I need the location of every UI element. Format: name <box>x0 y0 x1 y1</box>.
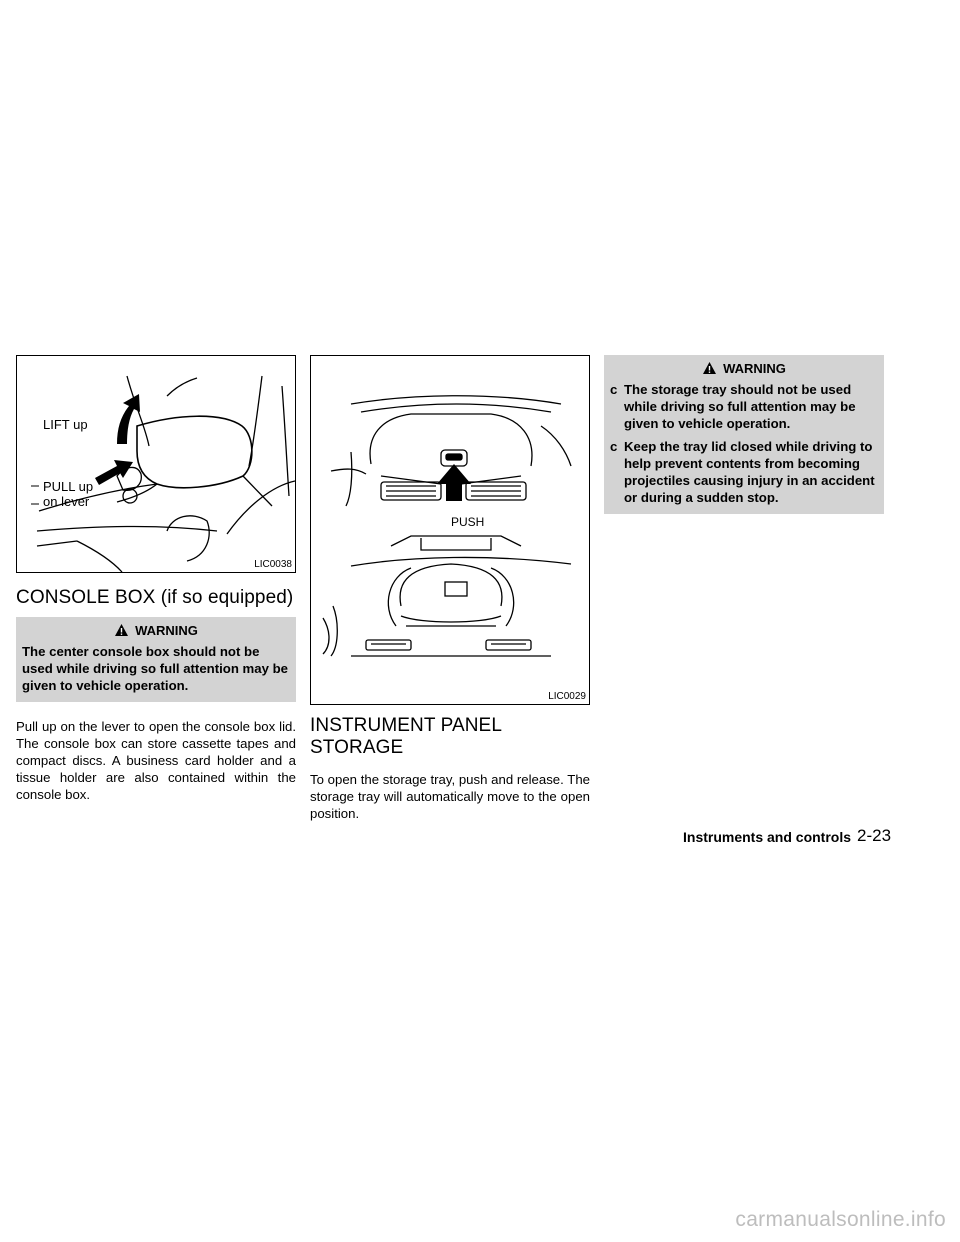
warning-header <box>610 359 878 377</box>
bullet-text: Keep the tray lid closed while driving to help prevent contents from becoming projectiles causing injury in an accident or during a sudden stop. <box>624 439 875 505</box>
warning-title: WARNING <box>135 622 198 638</box>
warning-triangle-icon <box>114 623 129 637</box>
warning-triangle-icon <box>702 361 717 375</box>
lift-up-label: LIFT up <box>43 417 88 432</box>
left-column <box>16 355 296 803</box>
warning-title: WARNING <box>723 360 786 376</box>
pull-up-label: PULL up <box>43 479 94 494</box>
bullet-marker: c <box>610 382 618 397</box>
console-warning-box <box>16 617 296 702</box>
on-lever-label: on lever <box>43 494 90 509</box>
instrument-panel-heading: INSTRUMENT PANEL STORAGE <box>310 715 502 758</box>
warning-text: The center console box should not be used while driving so full attention may be given to vehicle operation. <box>22 644 288 693</box>
push-label: PUSH <box>451 515 485 529</box>
bullet-marker: c <box>610 439 618 454</box>
figure-code: LIC0038 <box>254 559 292 570</box>
figure-code: LIC0029 <box>548 691 586 702</box>
bullet-text: The storage tray should not be used while driving so full attention may be given to vehicle operation. <box>624 382 856 431</box>
console-box-figure <box>16 355 296 573</box>
storage-warning-box <box>604 355 884 514</box>
console-box-heading: CONSOLE BOX (if so equipped) <box>16 587 294 608</box>
warning-list <box>610 381 878 506</box>
warning-bullet <box>610 381 878 432</box>
right-column <box>604 355 884 514</box>
console-box-illustration <box>17 356 295 572</box>
footer-section-title: Instruments and controls <box>683 829 852 845</box>
watermark: carmanualsonline.info <box>735 1208 946 1231</box>
middle-column <box>310 355 590 822</box>
page-number: 2-23 <box>857 826 892 845</box>
storage-tray-illustration <box>311 356 589 704</box>
storage-tray-figure <box>310 355 590 705</box>
warning-bullet <box>610 438 878 506</box>
console-box-paragraph: Pull up on the lever to open the console box lid. The console box can store cassette tapes and compact discs. A business card holder and a tissue holder are also contained within the console box. <box>16 719 296 802</box>
storage-paragraph: To open the storage tray, push and release. The storage tray will automatically move to the open position. <box>310 772 590 821</box>
warning-header <box>22 621 290 639</box>
